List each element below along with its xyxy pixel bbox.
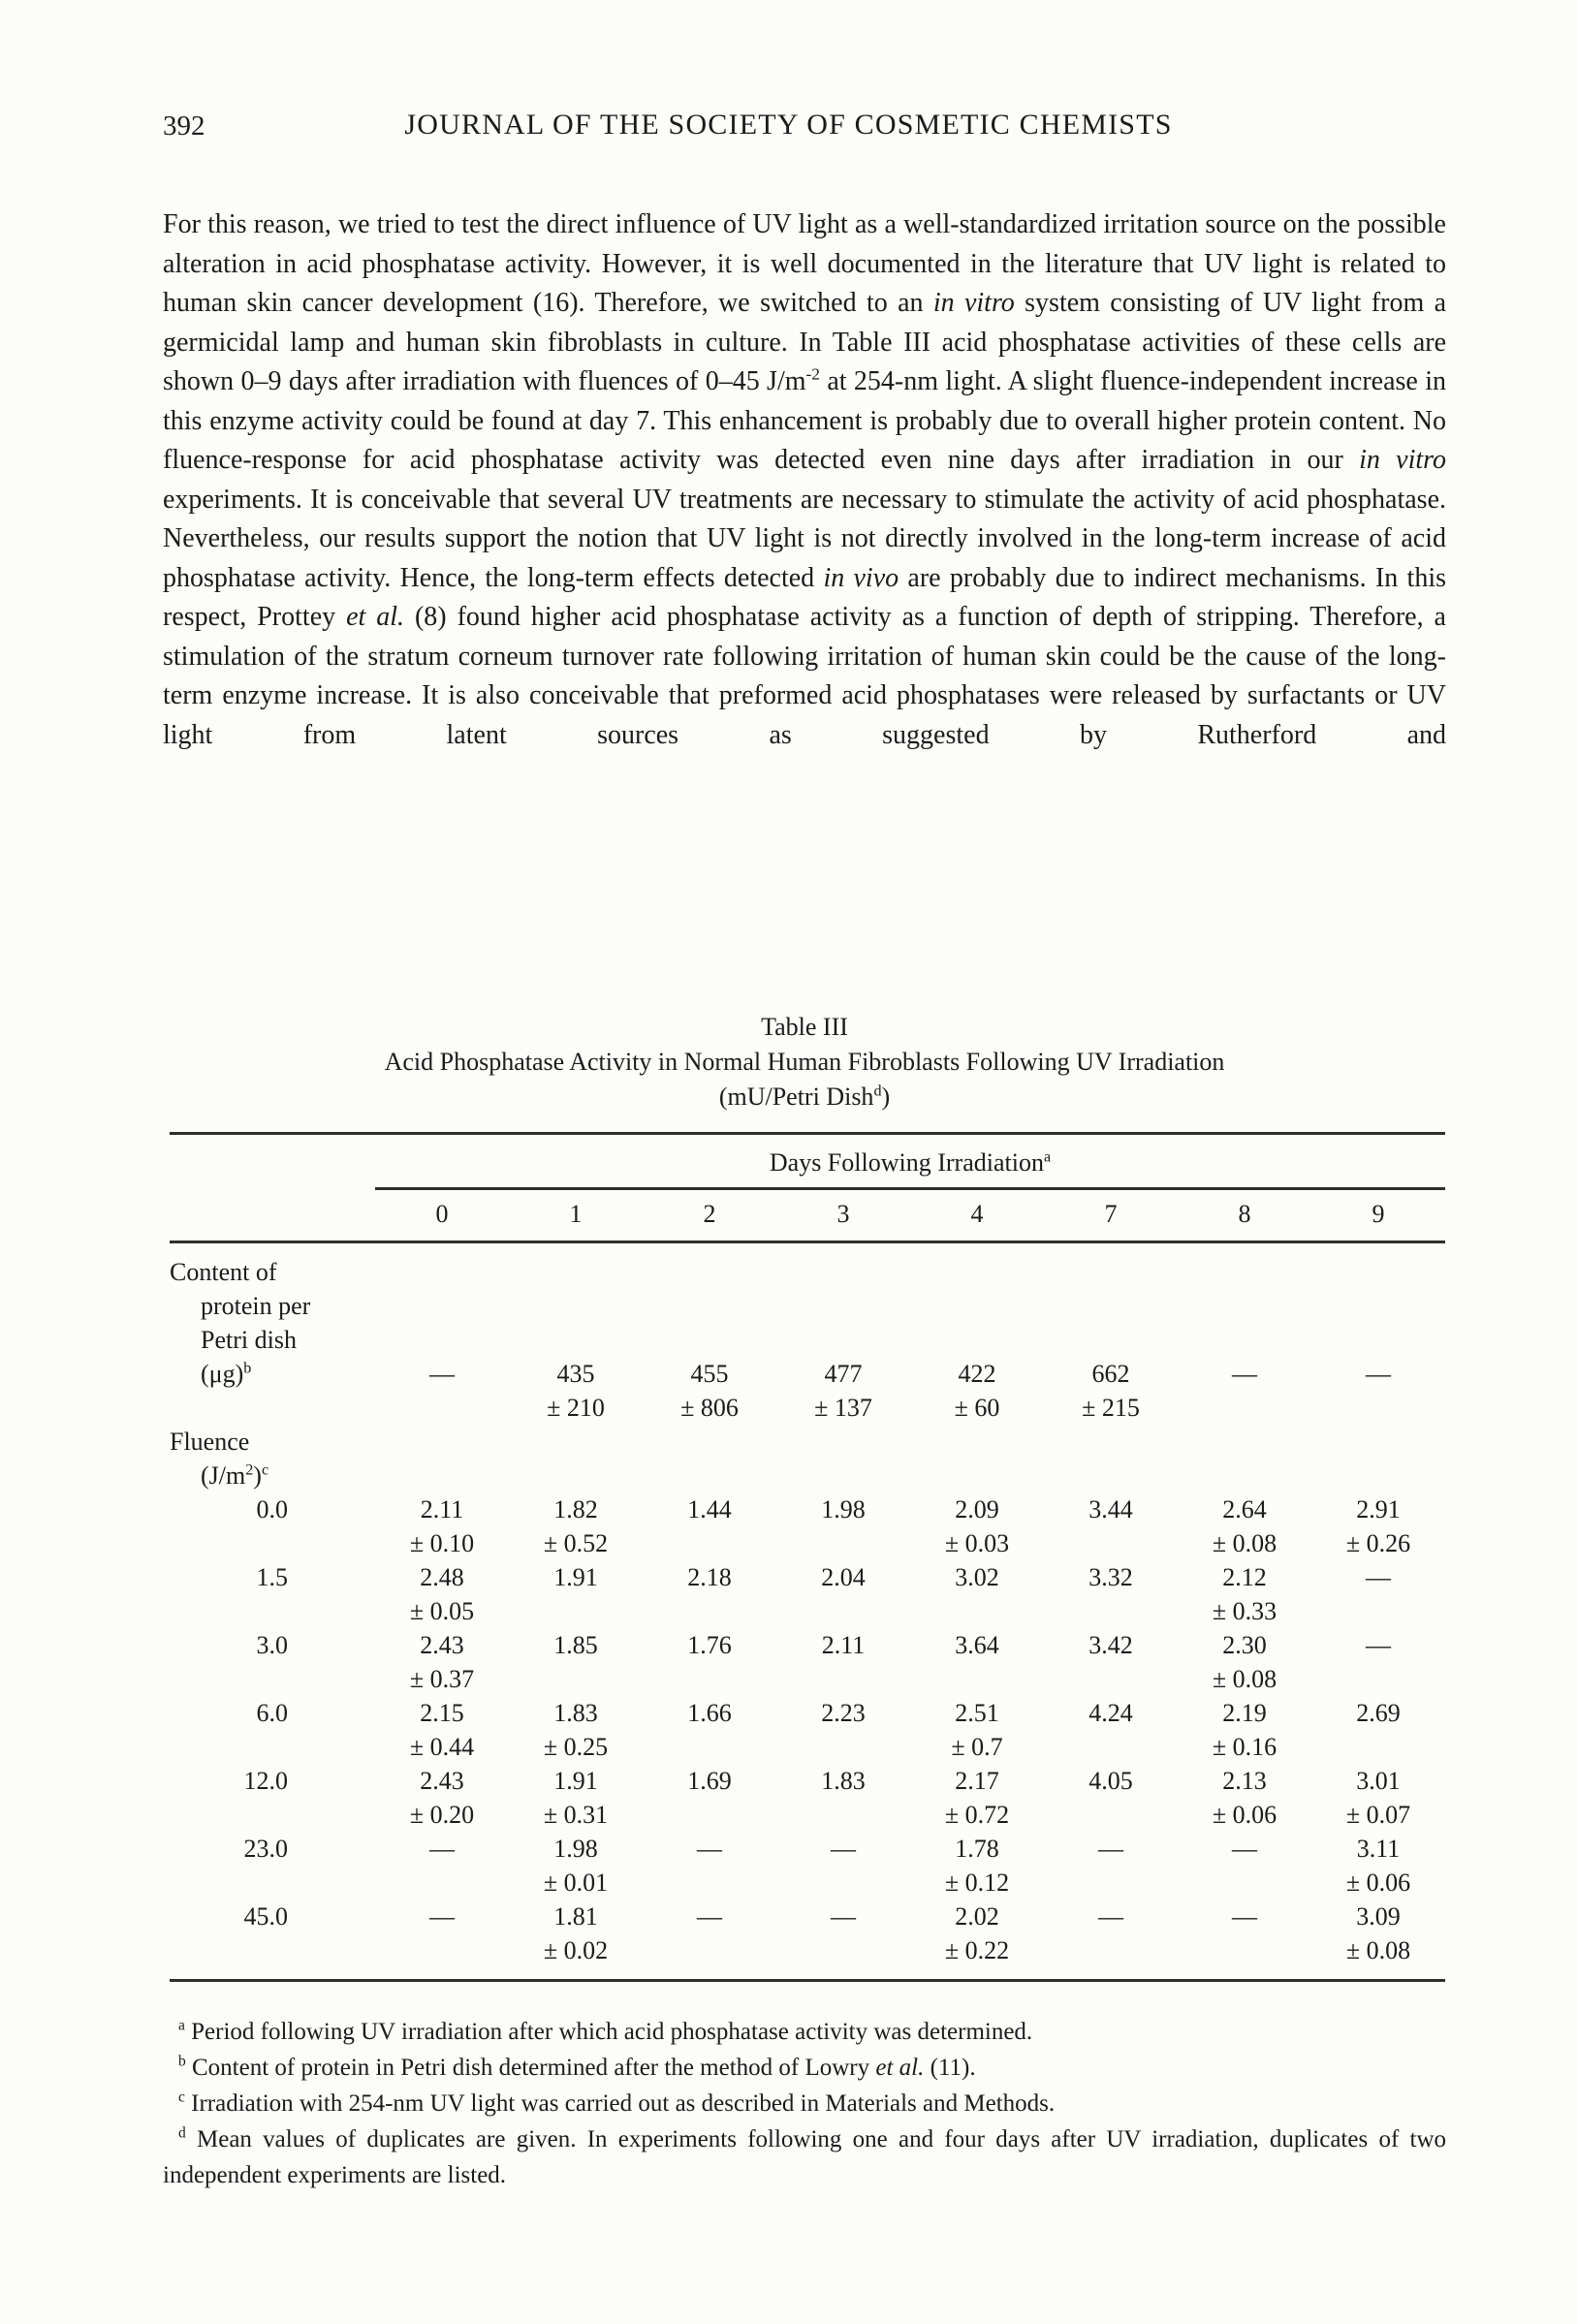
table-cell: 2.69 bbox=[1356, 1699, 1401, 1727]
table-cell: 2.43 ± 0.20 bbox=[409, 1767, 475, 1829]
table-cell: — bbox=[831, 1902, 856, 1931]
table-cell: 1.44 bbox=[687, 1495, 732, 1523]
table-cell: — bbox=[1232, 1360, 1257, 1388]
table-cell: 2.43 ± 0.37 bbox=[409, 1631, 475, 1693]
table-cell: 1.82 ± 0.52 bbox=[543, 1495, 609, 1557]
table-cell: 1.76 bbox=[687, 1631, 732, 1659]
table-cell: 1.83 bbox=[821, 1767, 866, 1795]
table-cell: 1.69 bbox=[687, 1767, 732, 1795]
row-label bbox=[170, 1900, 375, 1979]
row-label bbox=[170, 1764, 375, 1832]
fluence-header-row bbox=[170, 1425, 1445, 1492]
footnote-marker: d bbox=[178, 2124, 186, 2142]
table-cell: 3.32 bbox=[1088, 1563, 1133, 1591]
table-cell: 2.91 ± 0.26 bbox=[1345, 1495, 1411, 1557]
table-cell: — bbox=[1366, 1360, 1391, 1388]
table-cell: 1.85 bbox=[553, 1631, 598, 1659]
footnote: $^c$ Irradiation with 254-nm UV light was carried out as described in Materials and Methods. bbox=[178, 2088, 1056, 2117]
table-cell: 3.64 bbox=[955, 1631, 999, 1659]
table-cell: — bbox=[1232, 1835, 1257, 1863]
table-cell: 3.09 ± 0.08 bbox=[1345, 1902, 1411, 1964]
table-title: Table III bbox=[761, 1013, 848, 1041]
column-header: 8 bbox=[1178, 1189, 1311, 1242]
table-cell: 3.01 ± 0.07 bbox=[1345, 1767, 1411, 1829]
table-cell: 2.11 bbox=[821, 1631, 866, 1659]
days-following-irradiation-header: Days Following Irradiation$^a$ bbox=[375, 1135, 1445, 1189]
table-cell: 3.11 ± 0.06 bbox=[1345, 1835, 1411, 1897]
table-cell: — bbox=[429, 1902, 455, 1931]
stub-spacer bbox=[375, 1425, 1445, 1492]
table-cell: 2.18 bbox=[687, 1563, 732, 1591]
table-cell: 2.02 ± 0.22 bbox=[944, 1902, 1010, 1964]
footnote-marker: c bbox=[178, 2088, 185, 2106]
page-header bbox=[0, 109, 1577, 149]
table-cell: 1.98 ± 0.01 bbox=[543, 1835, 609, 1897]
row-label: Content of protein per Petri dish $(\mu g)^b$ bbox=[170, 1258, 311, 1388]
table-cell: — bbox=[1232, 1902, 1257, 1931]
table-cell: — bbox=[1366, 1631, 1391, 1659]
column-header: 0 bbox=[375, 1189, 509, 1242]
footnote: $^d$ Mean values of duplicates are given. In experiments following one and four days after UV irradiation, duplicates of two independent experiments are listed. bbox=[163, 2124, 1447, 2188]
footnote-marker: a bbox=[178, 2017, 185, 2034]
stub-spacer bbox=[170, 1189, 375, 1242]
table-cell: 1.78 ± 0.12 bbox=[944, 1835, 1010, 1897]
row-label: Fluence $(J/m^2)^c$ bbox=[170, 1428, 269, 1490]
footnotes bbox=[163, 2014, 1446, 2193]
fluence-value: 45.0 bbox=[243, 1902, 288, 1931]
table-cell: 1.91 bbox=[553, 1563, 598, 1591]
fluence-value: 6.0 bbox=[256, 1699, 288, 1727]
table-cell: 4.05 bbox=[1088, 1767, 1133, 1795]
table-iii bbox=[170, 1132, 1445, 1982]
footnote: $^a$ Period following UV irradiation after which acid phosphatase activity was determined. bbox=[178, 2017, 1033, 2045]
table-cell: 3.02 bbox=[955, 1563, 999, 1591]
fluence-value: 0.0 bbox=[256, 1495, 288, 1523]
fluence-row bbox=[170, 1764, 1445, 1832]
table-cell: 2.09 ± 0.03 bbox=[944, 1495, 1010, 1557]
column-header: 2 bbox=[643, 1189, 776, 1242]
column-header: 4 bbox=[910, 1189, 1044, 1242]
page-number: 392 bbox=[163, 110, 205, 141]
table-cell: 2.64 ± 0.08 bbox=[1212, 1495, 1277, 1557]
table-cell: 1.91 ± 0.31 bbox=[543, 1767, 609, 1829]
table-cell: 2.48 ± 0.05 bbox=[409, 1563, 475, 1625]
table-cell: 2.12 ± 0.33 bbox=[1212, 1563, 1277, 1625]
table-cell: 2.19 ± 0.16 bbox=[1212, 1699, 1277, 1761]
row-label bbox=[170, 1560, 375, 1628]
table-cell: 2.17 ± 0.72 bbox=[944, 1767, 1010, 1829]
table-subtitle: Acid Phosphatase Activity in Normal Human Fibroblasts Following UV Irradiation bbox=[384, 1048, 1225, 1076]
fluence-row bbox=[170, 1560, 1445, 1628]
table-unit: (mU/Petri Dish$^d$) bbox=[718, 1083, 891, 1111]
table-body bbox=[170, 1242, 1445, 1980]
table-cell: 1.66 bbox=[687, 1699, 732, 1727]
column-header: 1 bbox=[509, 1189, 643, 1242]
fluence-row bbox=[170, 1832, 1445, 1900]
table-cell: — bbox=[697, 1835, 722, 1863]
row-label bbox=[170, 1832, 375, 1900]
table-cell: — bbox=[429, 1835, 455, 1863]
footnote: $^b$ Content of protein in Petri dish determined after the method of Lowry et al. (11). bbox=[178, 2053, 976, 2081]
body-paragraph: For this reason, we tried to test the direct influence of UV light as a well-standardized irritation source on the possible alteration in acid phosphatase activity. However, it is well documented in the literature that UV light is related to human skin cancer development (16). Therefore, we switched to an in vitro system consisting of UV light from a germicidal lamp and human skin fibroblasts in culture. In Table III acid phosphatase activities of these cells are shown 0–9 days after irradiation with fluences of 0–45 $J/m^{-2}$ at 254-nm light. A slight fluence-independent increase in this enzyme activity could be found at day 7. This enhancement is probably due to overall higher protein content. No fluence-response for acid phosphatase activity was detected even nine days after irradiation in our in vitro experiments. It is conceivable that several UV treatments are necessary to stimulate the activity of acid phosphatase. Nevertheless, our results support the notion that UV light is not directly involved in the long-term increase of acid phosphatase activity. Hence, the long-term effects detected in vivo are probably due to indirect mechanisms. In this respect, Prottey et al. (8) found higher acid phosphatase activity as a function of depth of stripping. Therefore, a stimulation of the stratum corneum turnover rate following irritation of human skin could be the cause of the long-term enzyme increase. It is also conceivable that preformed acid phosphatases were released by surfactants or UV light from latent sources as suggested by Rutherford and bbox=[163, 209, 1446, 750]
table-cell: — bbox=[1366, 1563, 1391, 1591]
column-header-row bbox=[170, 1189, 1445, 1242]
table-cell: 2.51 ± 0.7 bbox=[951, 1699, 1003, 1761]
table-cell: 2.11 ± 0.10 bbox=[409, 1495, 475, 1557]
protein-row bbox=[170, 1242, 1445, 1426]
fluence-value: 12.0 bbox=[243, 1767, 288, 1795]
footnote-marker: b bbox=[178, 2053, 186, 2070]
table-cell: 2.13 ± 0.06 bbox=[1212, 1767, 1277, 1829]
row-label bbox=[170, 1492, 375, 1560]
table-cell: — bbox=[1098, 1835, 1123, 1863]
table-cell: — bbox=[429, 1360, 455, 1388]
fluence-row bbox=[170, 1900, 1445, 1979]
table-cell: 2.30 ± 0.08 bbox=[1212, 1631, 1277, 1693]
table-cell: 2.04 bbox=[821, 1563, 866, 1591]
column-header: 3 bbox=[776, 1189, 910, 1242]
fluence-value: 23.0 bbox=[243, 1835, 288, 1863]
acid-phosphatase-table bbox=[170, 1135, 1445, 1979]
table-cell: 455 ± 806 bbox=[680, 1360, 739, 1422]
table-cell: — bbox=[831, 1835, 856, 1863]
table-cell: 2.23 bbox=[821, 1699, 866, 1727]
table-cell: 435 ± 210 bbox=[547, 1360, 605, 1422]
table-cell: — bbox=[697, 1902, 722, 1931]
fluence-row bbox=[170, 1696, 1445, 1764]
row-label bbox=[170, 1628, 375, 1696]
table-cell: 1.83 ± 0.25 bbox=[543, 1699, 609, 1761]
fluence-value: 1.5 bbox=[256, 1563, 288, 1591]
group-header-row bbox=[170, 1135, 1445, 1189]
fluence-row bbox=[170, 1492, 1445, 1560]
table-cell: 1.98 bbox=[821, 1495, 866, 1523]
table-cell: 3.44 bbox=[1088, 1495, 1133, 1523]
column-header: 7 bbox=[1044, 1189, 1178, 1242]
table-cell: — bbox=[1098, 1902, 1123, 1931]
journal-title: JOURNAL OF THE SOCIETY OF COSMETIC CHEMISTS bbox=[404, 109, 1173, 141]
fluence-value: 3.0 bbox=[256, 1631, 288, 1659]
row-label bbox=[170, 1696, 375, 1764]
stub-spacer bbox=[170, 1135, 375, 1189]
table-cell: 662 ± 215 bbox=[1082, 1360, 1140, 1422]
fluence-row bbox=[170, 1628, 1445, 1696]
table-cell: 2.15 ± 0.44 bbox=[409, 1699, 475, 1761]
table-cell: 3.42 bbox=[1088, 1631, 1133, 1659]
table-cell: 422 ± 60 bbox=[954, 1360, 1000, 1422]
table-cell: 477 ± 137 bbox=[814, 1360, 872, 1422]
column-header: 9 bbox=[1311, 1189, 1445, 1242]
table-cell: 1.81 ± 0.02 bbox=[543, 1902, 609, 1964]
table-cell: 4.24 bbox=[1088, 1699, 1133, 1727]
table-caption bbox=[163, 1010, 1446, 1115]
